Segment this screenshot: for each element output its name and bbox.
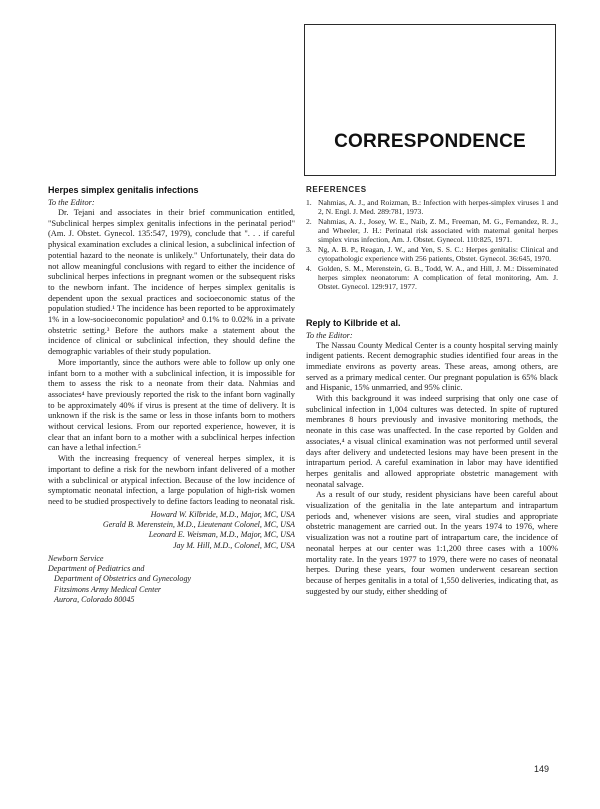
letter-salutation: To the Editor: bbox=[48, 198, 95, 207]
reference-number: 4. bbox=[306, 263, 312, 273]
reply-paragraph: With this background it was indeed surprising that only one case of subclinical infection in 1,004 cultures was detected. In spite of ruptured membranes 8 hours previously and invasive monitoring methods, the neonate in this case was unaffected. In the case reported by Golden and associates,⁴ a visual clinical examination was not performed until several days after delivery and undetected lesions may have been present in the intrapartum period. A careful examination in labor may have identified herpes genitalis and allowed appropriate obstetric management with neonatal salvage. bbox=[306, 394, 558, 489]
reference-text: Nahmias, A. J., and Roizman, B.: Infection with herpes-simplex viruses 1 and 2, N. Engl. J. Med. 289:781, 1973. bbox=[318, 198, 558, 217]
section-title: CORRESPONDENCE bbox=[334, 131, 526, 152]
affiliation-line: Department of Pediatrics and bbox=[48, 564, 145, 574]
reply-paragraph: As a result of our study, resident physicians have been careful about visualization of the genitalia in the late antepartum and intrapartum periods and, whenever visions are seen, viral studies and appropriate obstetric management are carried out. In the years 1974 to 1976, where visualization was not a routine part of intrapartum care, the incidence of neonatal herpes at our center was 1:1,200 three cases with a 100% mortality rate. In the years 1977 to 1979, there were no cases of neonatal herpes. During these years, four women underwent cesarean section because of herpes genitalis in a total of 1,550 deliveries, indicating that, as suggested by our study, either shedding of bbox=[306, 490, 558, 596]
letter-paragraph: With the increasing frequency of venereal herpes simplex, it is important to define a risk for the newborn infant delivered of a mother with a subclinical or atypical infection. Because of the low incidence of symptomatic neonatal infection, a large population of high-risk women need to be studied prospectively to define factors leading to neonatal risk. bbox=[48, 454, 295, 506]
reference-item bbox=[306, 217, 558, 245]
reply-letter bbox=[306, 318, 558, 598]
reply-salutation: To the Editor: bbox=[306, 330, 353, 340]
author-affiliation bbox=[48, 554, 295, 605]
affiliation-line: Department of Obstetrics and Gynecology bbox=[54, 574, 192, 584]
author-signature: Leonard E. Weisman, M.D., Major, MC, USA bbox=[148, 530, 295, 540]
author-signature: Gerald B. Merenstein, M.D., Lieutenant Colonel, MC, USA bbox=[102, 519, 295, 529]
reference-number: 2. bbox=[306, 216, 312, 226]
reference-item bbox=[306, 264, 558, 292]
letter-paragraph: More importantly, since the authors were able to follow up only one infant born to a mother with a subclinical infection, it is impossible for them to assess the risk to a neonate from their data. Nahmias and associates⁴ have previously reported the risk to the infant born vaginally to be approximately 40% if virus is present at the time of delivery. It is unknown if the risk is the same or less in those infants born to mothers without cervical lesions. From our reported experience, however, it is clear that an infant born to a mother with a subclinical herpes infection can have a lethal infection.⁵ bbox=[48, 357, 295, 453]
author-signature: Jay M. Hill, M.D., Colonel, MC, USA bbox=[172, 540, 295, 550]
reference-item bbox=[306, 198, 558, 216]
reply-title: Reply to Kilbride et al. bbox=[306, 317, 401, 328]
section-header-box bbox=[304, 24, 556, 176]
references-heading: REFERENCES bbox=[306, 185, 367, 194]
letter-title: Herpes simplex genitalis infections bbox=[48, 185, 199, 195]
reference-number: 3. bbox=[306, 245, 312, 255]
affiliation-line: Fitzsimons Army Medical Center bbox=[54, 584, 162, 594]
author-signature: Howard W. Kilbride, M.D., Major, MC, USA bbox=[150, 509, 295, 519]
author-signatures bbox=[48, 510, 295, 551]
page-number: 149 bbox=[534, 764, 550, 774]
reference-text: Ng, A. B. P., Reagan, J. W., and Yen, S. S. C.: Herpes genitalis: Clinical and cytopathologic experience with 256 patients, Obstet. Gynecol. 36:645, 1970. bbox=[318, 245, 558, 264]
affiliation-line: Newborn Service bbox=[48, 553, 104, 563]
reference-text: Nahmias, A. J., Josey, W. E., Naib, Z. M., Freeman, M. G., Fernandez, R. J., and Wheeler, J. H.: Perinatal risk associated with maternal genital herpes simplex virus infection, Am. J. Obstet. Gynecol. 110:825, 1971. bbox=[318, 216, 558, 245]
right-column bbox=[306, 183, 558, 597]
reference-item bbox=[306, 245, 558, 263]
letter-paragraph: Dr. Tejani and associates in their brief communication entitled, "Subclinical herpes simplex genitalis infections in the perinatal period" (Am. J. Obstet. Gynecol. 135:547, 1979), conclude that ". . . if careful physical examination excludes a clinical lesion, a subclinical infection of potential hazard to the neonate is unlikely." Unfortunately, their data do not allow meaningful conclusions with regard to either the incidence of subclinical herpes infections in pregnant women or the subsequent risks to the newborn infant. The incidence of herpes simplex genitalis is dependent upon the sexual practices and socioeconomic status of the population studied.¹ The incidence has been reported to be approximately 1% in a low-socioeconomic population² and 0.1% to 0.02% in a private obstetric setting.³ Before the authors make a statement about the incidence of clinical or subclinical infection, they should define the demographic variables of their study population. bbox=[48, 208, 295, 357]
reference-text: Golden, S. M., Merenstein, G. B., Todd, W. A., and Hill, J. M.: Disseminated herpes simplex neonatorum: A complication of fetal monitoring, Am. J. Obstet. Gynecol. 129:917, 1977. bbox=[318, 263, 558, 292]
left-column bbox=[48, 183, 295, 605]
reference-list bbox=[306, 198, 558, 292]
reply-paragraph: The Nassau County Medical Center is a county hospital serving mainly indigent patients. Recent demographic studies identified four areas in the immediate environs as poverty areas. These areas, among others, are served as a primary medical center. Our pregnant population is 65% black and Hispanic, 15% unmarried, and 95% clinic. bbox=[306, 340, 558, 393]
reference-number: 1. bbox=[306, 198, 312, 207]
affiliation-line: Aurora, Colorado 80045 bbox=[54, 595, 135, 605]
